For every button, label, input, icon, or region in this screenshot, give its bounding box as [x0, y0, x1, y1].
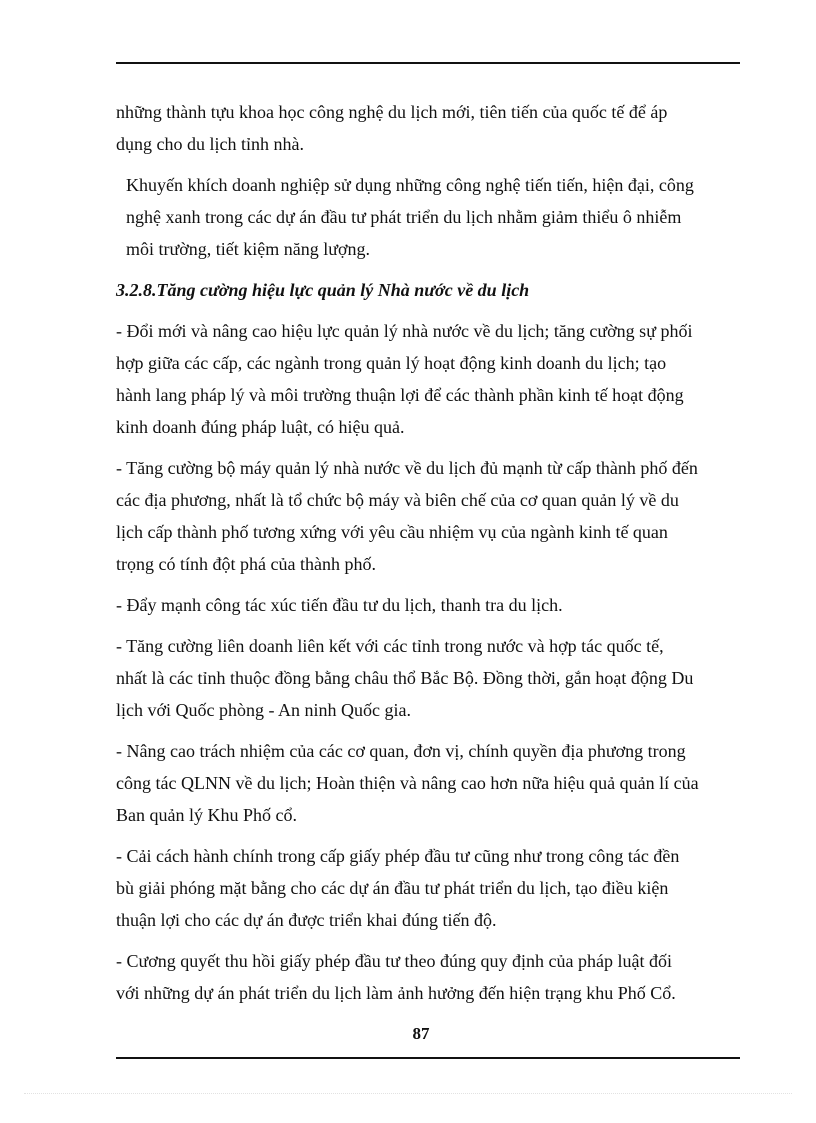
- text-line: nghệ xanh trong các dự án đầu tư phát triển du lịch nhằm giảm thiểu ô nhiễm: [126, 207, 682, 227]
- text-line: kinh doanh đúng pháp luật, có hiệu quả.: [116, 417, 405, 437]
- paragraph: [116, 630, 740, 726]
- text-line: thuận lợi cho các dự án được triển khai đúng tiến độ.: [116, 910, 497, 930]
- text-line: - Tăng cường liên doanh liên kết với các tỉnh trong nước và hợp tác quốc tế,: [116, 636, 664, 656]
- paragraph: [116, 315, 740, 443]
- text-line: nhất là các tỉnh thuộc đồng bằng châu thổ Bắc Bộ. Đồng thời, gắn hoạt động Du: [116, 668, 694, 688]
- text-line: Ban quản lý Khu Phố cổ.: [116, 805, 297, 825]
- paragraph: [116, 735, 740, 831]
- text-line: lịch cấp thành phố tương xứng với yêu cầu nhiệm vụ của ngành kinh tế quan: [116, 522, 668, 542]
- paragraph: [116, 945, 740, 1009]
- text-line: công tác QLNN về du lịch; Hoàn thiện và nâng cao hơn nữa hiệu quả quản lí của: [116, 773, 699, 793]
- page-number: 87: [412, 1024, 430, 1043]
- text-line: - Tăng cường bộ máy quản lý nhà nước về du lịch đủ mạnh từ cấp thành phố đến: [116, 458, 698, 478]
- paragraph: [116, 589, 740, 621]
- text-line: lịch với Quốc phòng - An ninh Quốc gia.: [116, 700, 411, 720]
- text-line: môi trường, tiết kiệm năng lượng.: [126, 239, 371, 259]
- paragraph: [116, 169, 740, 265]
- text-line: - Nâng cao trách nhiệm của các cơ quan, đơn vị, chính quyền địa phương trong: [116, 741, 686, 761]
- footer-rule: [116, 1057, 740, 1059]
- text-line: hành lang pháp lý và môi trường thuận lợi để các thành phần kinh tế hoạt động: [116, 385, 684, 405]
- section-heading: [116, 274, 740, 306]
- text-line: các địa phương, nhất là tổ chức bộ máy và biên chế của cơ quan quản lý về du: [116, 490, 679, 510]
- text-line: - Đẩy mạnh công tác xúc tiến đầu tư du lịch, thanh tra du lịch.: [116, 595, 563, 615]
- text-line: Khuyến khích doanh nghiệp sử dụng những công nghệ tiến tiến, hiện đại, công: [126, 175, 694, 195]
- text-line: trọng có tính đột phá của thành phố.: [116, 554, 376, 574]
- header-rule: [116, 62, 740, 64]
- text-line: dụng cho du lịch tỉnh nhà.: [116, 134, 304, 154]
- text-line: - Cương quyết thu hồi giấy phép đầu tư theo đúng quy định của pháp luật đối: [116, 951, 672, 971]
- text-line: với những dự án phát triển du lịch làm ảnh hưởng đến hiện trạng khu Phố Cổ.: [116, 983, 676, 1003]
- paragraph: [116, 840, 740, 936]
- text-line: - Đổi mới và nâng cao hiệu lực quản lý nhà nước về du lịch; tăng cường sự phối: [116, 321, 693, 341]
- text-line: hợp giữa các cấp, các ngành trong quản lý hoạt động kinh doanh du lịch; tạo: [116, 353, 667, 373]
- paragraph: [116, 452, 740, 580]
- text-line: - Cải cách hành chính trong cấp giấy phép đầu tư cũng như trong công tác đền: [116, 846, 680, 866]
- page-edge-dots: [24, 1093, 792, 1094]
- text-line: 3.2.8.Tăng cường hiệu lực quản lý Nhà nước về du lịch: [116, 280, 530, 300]
- paragraph: [116, 96, 740, 160]
- page-body: [116, 96, 740, 1018]
- text-line: bù giải phóng mặt bằng cho các dự án đầu tư phát triển du lịch, tạo điều kiện: [116, 878, 669, 898]
- text-line: những thành tựu khoa học công nghệ du lịch mới, tiên tiến của quốc tế để áp: [116, 102, 668, 122]
